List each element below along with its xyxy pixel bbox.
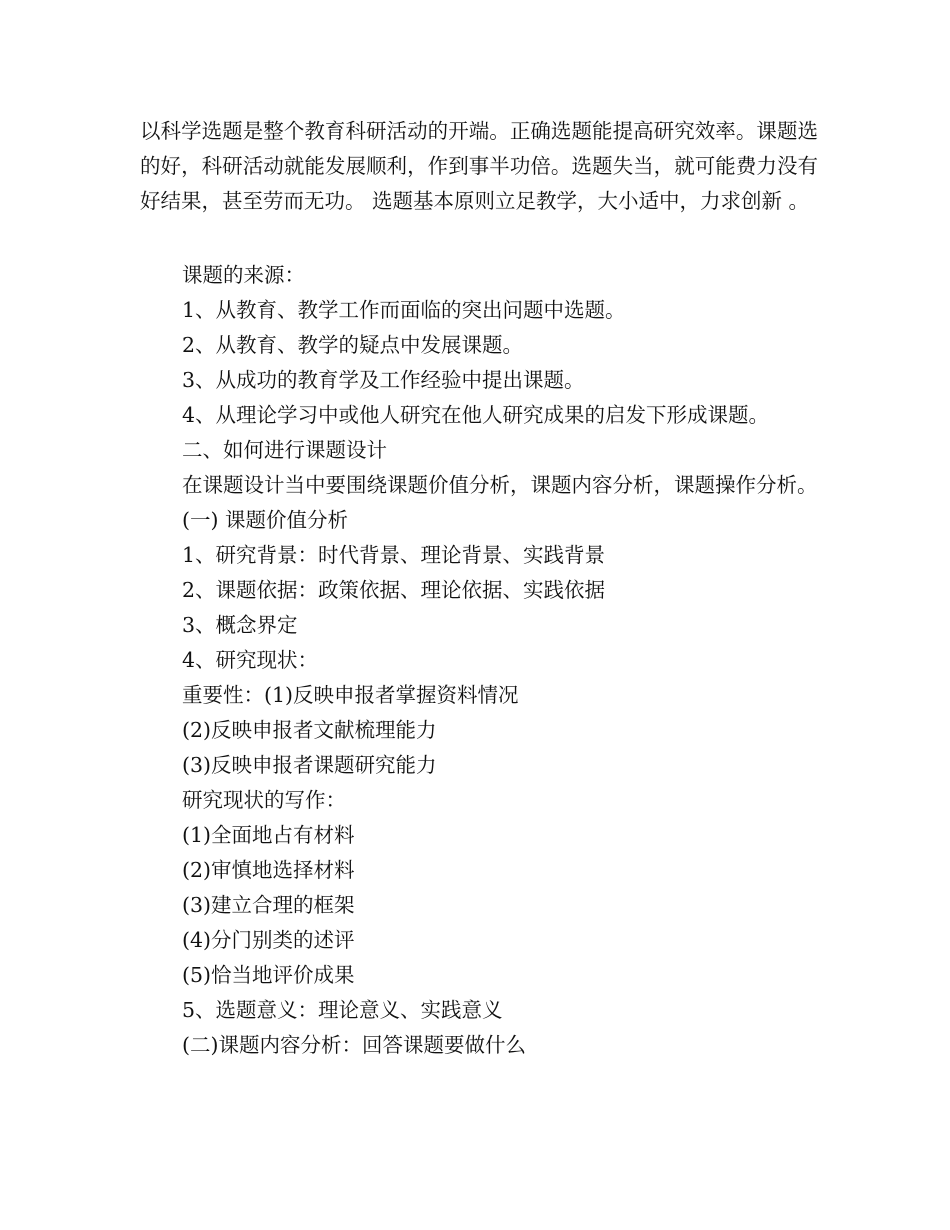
line-research-status: 4、研究现状： — [182, 648, 319, 672]
line-source-2: 2、从教育、教学的疑点中发展课题。 — [182, 333, 524, 357]
line-writing-1: (1)全面地占有材料 — [182, 823, 355, 847]
line-writing-2: (2)审慎地选择材料 — [182, 858, 355, 882]
design-paragraph: 在课题设计当中要围绕课题价值分析，课题内容分析，课题操作分析。 — [182, 473, 818, 497]
line-status-writing: 研究现状的写作： — [182, 788, 346, 812]
line-writing-5: (5)恰当地评价成果 — [182, 963, 355, 987]
line-source-4: 4、从理论学习中或他人研究在他人研究成果的启发下形成课题。 — [182, 403, 770, 427]
line-topic-sources: 课题的来源： — [182, 263, 305, 287]
body-lines — [140, 258, 830, 1063]
section-heading-2: 二、如何进行课题设计 — [182, 438, 387, 462]
line-topic-significance: 5、选题意义：理论意义、实践意义 — [182, 998, 503, 1022]
line-research-background: 1、研究背景：时代背景、理论背景、实践背景 — [182, 543, 606, 567]
line-source-1: 1、从教育、教学工作而面临的突出问题中选题。 — [182, 298, 626, 322]
line-importance-1: 重要性：(1)反映申报者掌握资料情况 — [182, 683, 519, 707]
subsection-heading-2: (二)课题内容分析：回答课题要做什么 — [182, 1033, 526, 1057]
line-topic-basis: 2、课题依据：政策依据、理论依据、实践依据 — [182, 578, 606, 602]
line-importance-2: (2)反映申报者文献梳理能力 — [182, 718, 437, 742]
subsection-heading-1: (一) 课题价值分析 — [182, 508, 349, 532]
line-importance-3: (3)反映申报者课题研究能力 — [182, 753, 437, 777]
intro-paragraph: 以科学选题是整个教育科研活动的开端。正确选题能提高研究效率。课题选的好，科研活动就能发展顺利，作到事半功倍。选题失当，就可能费力没有好结果，甚至劳而无功。 选题基本原则立足教学，大小适中，力求创新 。 — [140, 119, 818, 213]
line-source-3: 3、从成功的教育学及工作经验中提出课题。 — [182, 368, 585, 392]
line-concept-definition: 3、概念界定 — [182, 613, 298, 637]
line-writing-4: (4)分门别类的述评 — [182, 928, 355, 952]
line-writing-3: (3)建立合理的框架 — [182, 893, 355, 917]
